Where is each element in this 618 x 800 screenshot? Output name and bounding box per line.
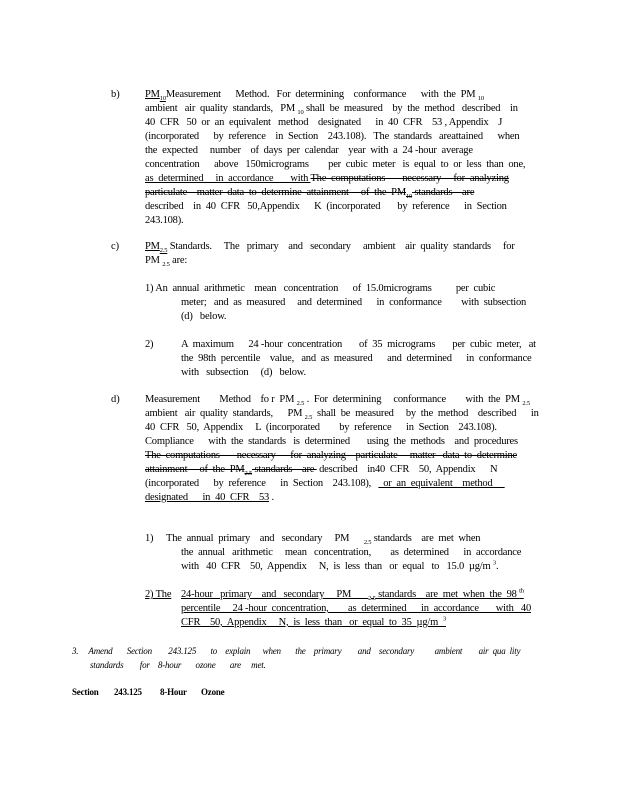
b-lines-line: concentration above 150micrograms per cubic meter is equal to or less than one,	[145, 159, 526, 170]
b-lines-line: ambient air quality standards, PM $_{10}$ shall be measured by the method described in	[145, 103, 518, 117]
item-d-1-first: The annual primary and secondary PM $_{2.5}$ standards are met when	[166, 533, 481, 547]
amend-line-1: 3. Amend Section 243.125 to explain when the primary and secondary ambient air qua lity	[72, 646, 521, 656]
item-d-label: d)	[111, 394, 120, 405]
b-lines-line: 243.108).	[145, 215, 184, 226]
item-d-1-label: 1)	[145, 533, 154, 544]
b-lines-line: as determined in accordance with The computations necessary for analyzing	[145, 173, 509, 184]
item-c-2-cont-2: with subsection (d) below.	[181, 367, 306, 378]
amend-line-2: standards for 8-hour ozone are met.	[90, 660, 266, 670]
b-lines-line: described in 40 CFR 50,Appendix K (incorporated by reference in Section	[145, 201, 507, 212]
d-lines-line: Compliance with the standards is determined using the methods and procedures	[145, 436, 518, 447]
section-label: Section	[72, 687, 99, 697]
section-number: 243.125	[114, 687, 142, 697]
d-lines-line: designated in 40 CFR 53 .	[145, 492, 274, 503]
b-lines-line: particulate matter data to determine attainment of the $PM_{10}$ standards are	[145, 187, 475, 201]
item-d-1-cont-2: with 40 CFR 50, Appendix N, is less than or equal to 15.0 µg/m $^3$.	[181, 559, 499, 572]
item-c-2-first: A maximum 24 -hour concentration of 35 micrograms per cubic meter, at	[181, 339, 536, 350]
b-lines-line: the expected number of days per calendar year with a 24 -hour average	[145, 145, 473, 156]
b-lines-line: 40 CFR 50 or an equivalent method designated in 40 CFR 53 , Appendix J	[145, 117, 503, 128]
section-title: 8-Hour Ozone	[160, 687, 225, 697]
b-lines-line: (incorporated by reference in Section 243.108). The standards areattained when	[145, 131, 520, 142]
d-lines-line: attainment of the $PM_{2.5}$ standards are described in40 CFR 50, Appendix N	[145, 464, 498, 478]
c-lines-line: $PM_{2.5}$ Standards. The primary and secondary ambient air quality standards for	[145, 241, 515, 255]
item-b-label: b)	[111, 89, 120, 100]
b-lines-line: $PM_{10}Measurement$ Method. For determining conformance with the PM $_{10}$	[145, 89, 484, 103]
item-d-2-label: 2) The	[145, 589, 172, 600]
d-lines-line: The computations necessary for analyzing particulate matter data to determine	[145, 450, 517, 461]
item-d-2-first: 24-hour primary and secondary PM $_{2.5}$ standards are met when the 98 $^{th}$	[181, 587, 524, 603]
item-c-label: c)	[111, 241, 120, 252]
d-lines-line: Measurement Method fo r PM $_{2.5}$ . For determining conformance with the PM $_{2.5}$	[145, 394, 530, 408]
c-lines-line: PM $_{2.5}$ are:	[145, 255, 188, 269]
item-d-2-cont-1: percentile 24 -hour concentration, as determined in accordance with 40	[181, 603, 532, 614]
d-lines-line: ambient air quality standards, PM $_{2.5}$ shall be measured by the method described in	[145, 408, 539, 422]
item-c-2-cont-1: the 98th percentile value, and as measured and determined in conformance	[181, 353, 532, 364]
item-c-1-cont-2: (d) below.	[181, 311, 227, 322]
item-c-1-first: 1) An annual arithmetic mean concentration of 15.0micrograms per cubic	[145, 283, 496, 294]
d-lines-line: (incorporated by reference in Section 243.108), or an equivalent method	[145, 478, 505, 489]
item-d-1-cont-1: the annual arithmetic mean concentration, as determined in accordance	[181, 547, 522, 558]
item-c-1-cont-1: meter; and as measured and determined in conformance with subsection	[181, 297, 527, 308]
item-c-2-label: 2)	[145, 339, 154, 350]
item-d-2-cont-2: CFR 50, Appendix N, is less than or equal to 35 µg/m $^3$	[181, 615, 446, 628]
d-lines-line: 40 CFR 50, Appendix L (incorporated by reference in Section 243.108).	[145, 422, 497, 433]
